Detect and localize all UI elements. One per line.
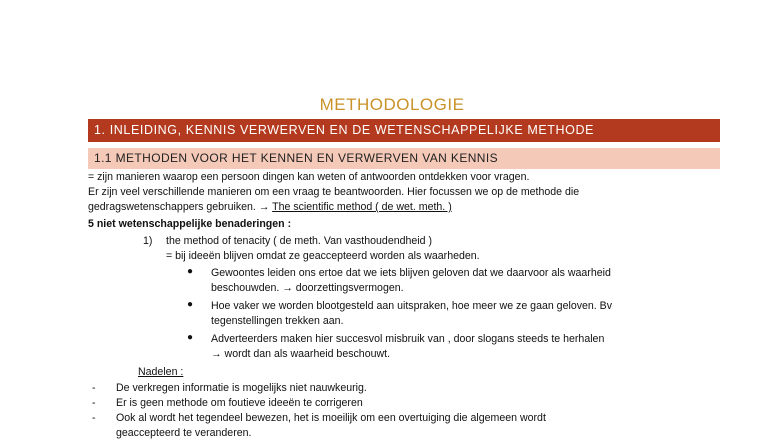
intro-line-1: = zijn manieren waarop een persoon dingen kan weten of antwoorden ontdekken voor vragen. — [88, 171, 530, 183]
intro-line-3 — [88, 201, 452, 214]
bullet-icon: ● — [187, 266, 194, 277]
bullet-icon: ● — [187, 332, 194, 343]
bullet-icon: ● — [187, 299, 194, 310]
item-1-label: the method of tenacity ( de meth. Van vasthoudendheid ) — [166, 235, 432, 247]
bullet-3-line-2: → wordt dan als waarheid beschouwt. — [211, 348, 391, 360]
item-1-number: 1) — [143, 235, 153, 247]
bullet-2-line-2: tegenstellingen trekken aan. — [211, 315, 344, 327]
bullet-1-line-1: Gewoontes leiden ons ertoe dat we iets blijven geloven dat we daarvoor als waarheid — [211, 267, 611, 279]
nadelen-heading: Nadelen : — [138, 366, 184, 378]
scientific-method-term: The scientific method ( de wet. meth. ) — [272, 201, 452, 213]
bullet-2-line-1: Hoe vaker we worden blootgesteld aan uitspraken, hoe meer we ze gaan geloven. Bv — [211, 300, 613, 312]
list-heading: 5 niet wetenschappelijke benaderingen : — [88, 218, 292, 230]
heading-level-1: 1. INLEIDING, KENNIS VERWERVEN EN DE WETENSCHAPPELIJKE METHODE — [88, 119, 720, 142]
intro-line-3-text: gedragswetenschappers gebruiken. → — [88, 201, 273, 213]
dash-marker: - — [92, 397, 96, 409]
bullet-3-line-1: Adverteerders maken hier succesvol misbruik van , door slogans steeds te herhalen — [211, 333, 605, 345]
dash-marker: - — [92, 382, 96, 394]
nadeel-3-line-1: Ook al wordt het tegendeel bewezen, het is moeilijk om een overtuiging die algemeen wordt — [116, 412, 546, 424]
heading-level-2: 1.1 METHODEN VOOR HET KENNEN EN VERWERVEN VAN KENNIS — [88, 148, 720, 169]
item-1-definition: = bij ideeën blijven omdat ze geaccepteerd worden als waarheden. — [166, 250, 480, 262]
nadeel-2: Er is geen methode om foutieve ideeën te corrigeren — [116, 397, 363, 409]
nadeel-1: De verkregen informatie is mogelijks niet nauwkeurig. — [116, 382, 367, 394]
dash-marker: - — [92, 412, 96, 424]
intro-line-2: Er zijn veel verschillende manieren om een vraag te beantwoorden. Hier focussen we op de methode die — [88, 186, 580, 198]
nadeel-3-line-2: geaccepteerd te veranderen. — [116, 427, 252, 439]
bullet-1-line-2: beschouwden. → doorzettingsvermogen. — [211, 282, 404, 294]
page-title: METHODOLOGIE — [319, 95, 465, 114]
